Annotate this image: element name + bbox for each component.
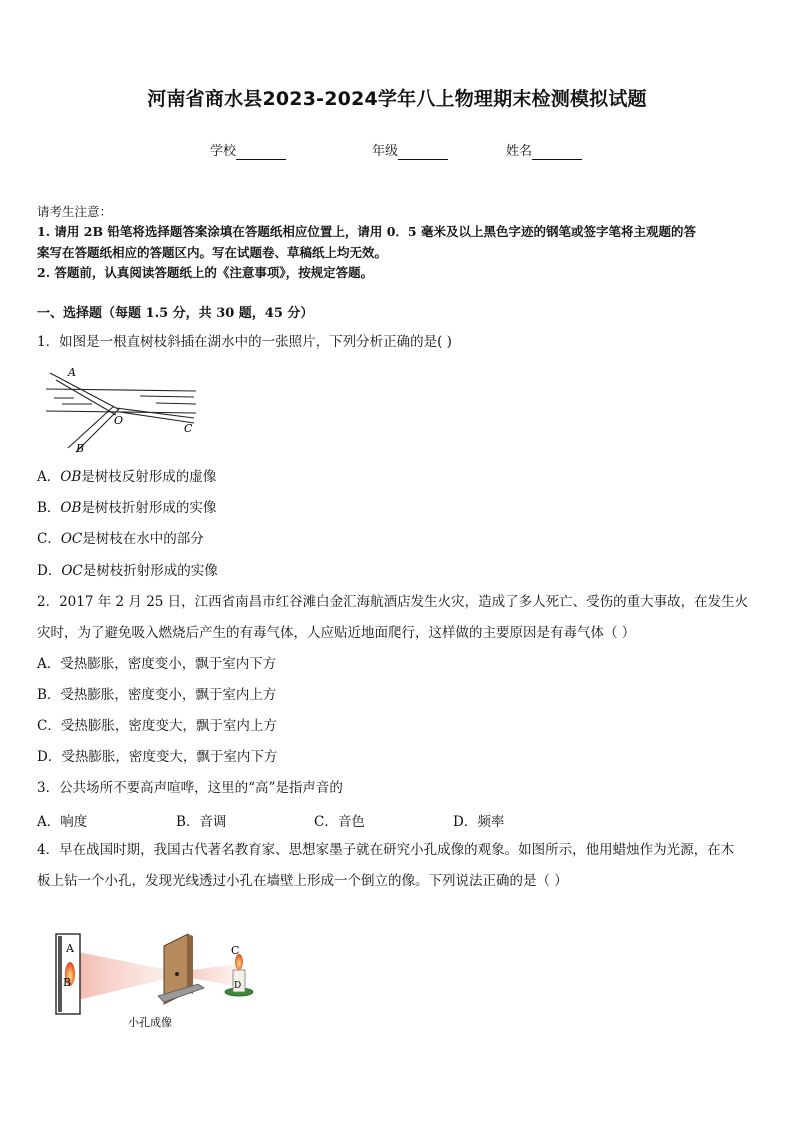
page-title: 河南省商水县2023-2024学年八上物理期末检测模拟试题 xyxy=(147,88,647,110)
q3-option-a[interactable]: A．响度 xyxy=(37,814,88,830)
q2-option-b[interactable]: B．受热膨胀，密度变小，飘于室内上方 xyxy=(37,687,277,703)
q2-option-c[interactable]: C．受热膨胀，密度变大，飘于室内上方 xyxy=(37,718,277,734)
q2-stem-line-1: 2．2017 年 2 月 25 日，江西省南昌市红谷滩白金汇海航酒店发生火灾，造成了多人死亡、受伤的重大事故，在发生火 xyxy=(37,594,749,610)
grade-field xyxy=(372,140,448,160)
q3-option-d[interactable]: D．频率 xyxy=(453,814,505,830)
school-label: 学校 xyxy=(210,144,237,159)
school-field xyxy=(210,140,286,160)
q1-option-c[interactable]: C．OC是树枝在水中的部分 xyxy=(37,531,204,547)
q4-stem-line-2: 板上钻一个小孔，发现光线透过小孔在墙壁上形成一个倒立的像。下列说法正确的是（ ） xyxy=(37,873,568,889)
figure-caption: 小孔成像 xyxy=(128,1016,172,1029)
q2-stem-line-2: 灾时，为了避免吸入燃烧后产生的有毒气体，人应贴近地面爬行，这样做的主要原因是有毒气体（ ） xyxy=(37,625,636,641)
q1-label-b: B xyxy=(76,442,85,454)
pinhole xyxy=(175,972,179,976)
q4-label-d: D xyxy=(234,981,242,991)
notice-line-1b: 案写在答题纸相应的答题区内。写在试题卷、草稿纸上均无效。 xyxy=(37,245,388,260)
q4-stem-line-1: 4．早在战国时期，我国古代著名教育家、思想家墨子就在研究小孔成像的观象。如图所示，他用蜡烛作为光源，在木 xyxy=(37,842,735,858)
q1-option-d[interactable]: D．OC是树枝折射形成的实像 xyxy=(37,563,218,579)
notice-heading: 请考生注意： xyxy=(37,204,113,219)
section-heading: 一、选择题（每题 1.5 分，共 30 题，45 分） xyxy=(37,306,314,321)
q3-option-b[interactable]: B．音调 xyxy=(176,814,227,830)
q1-option-a[interactable]: A．OB是树枝反射形成的虚像 xyxy=(37,469,217,485)
q2-option-a[interactable]: A．受热膨胀，密度变小，飘于室内下方 xyxy=(37,656,277,672)
q1-stem: 1．如图是一根直树枝斜插在湖水中的一张照片，下列分析正确的是( ) xyxy=(37,334,452,350)
q1-label-o: O xyxy=(114,414,124,427)
q3-option-c[interactable]: C．音色 xyxy=(314,814,365,830)
name-blank[interactable] xyxy=(532,144,582,160)
q4-label-a: A xyxy=(66,942,74,955)
q1-option-b[interactable]: B．OB是树枝折射形成的实像 xyxy=(37,500,217,516)
pinhole-imaging-figure xyxy=(48,924,288,1036)
q4-label-b: B xyxy=(63,976,72,989)
q1-label-c: C xyxy=(184,422,193,435)
grade-label: 年级 xyxy=(372,144,399,159)
grade-blank[interactable] xyxy=(398,144,448,160)
q2-option-d[interactable]: D．受热膨胀，密度变大，飘于室内下方 xyxy=(37,749,278,765)
notice-line-2: 2. 答题前，认真阅读答题纸上的《注意事项》，按规定答题。 xyxy=(37,265,374,280)
q3-stem: 3．公共场所不要高声喧哗，这里的“高”是指声音的 xyxy=(37,780,343,796)
name-field xyxy=(506,140,582,160)
q1-branch-figure xyxy=(44,362,204,454)
notice-line-1a: 1. 请用 2B 铅笔将选择题答案涂填在答题纸相应位置上，请用 0．5 毫米及以上黑色字迹的钢笔或签字笔将主观题的答 xyxy=(37,224,696,239)
q1-label-a: A xyxy=(68,366,76,379)
name-label: 姓名 xyxy=(506,144,533,159)
left-light-cone xyxy=(78,952,178,1000)
school-blank[interactable] xyxy=(236,144,286,160)
q4-label-c: C xyxy=(231,944,240,957)
